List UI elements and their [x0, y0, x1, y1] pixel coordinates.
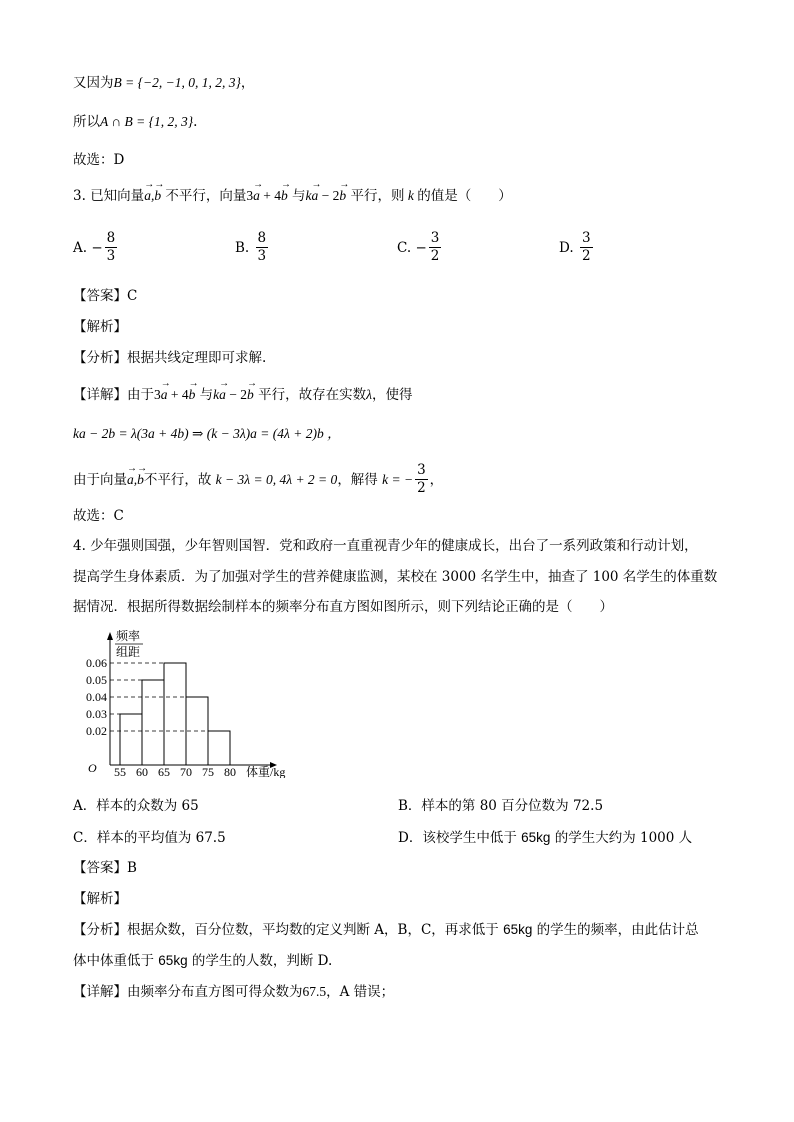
q4-stem-line-1: 4. 少年强则国强，少年智则国智．党和政府一直重视青少年的健康成长，出台了一系列政策和行动计划， [73, 538, 698, 554]
q3-option-d: D. $\frac{3}{2}$ [559, 230, 591, 264]
x-tick-label: 70 [180, 765, 192, 778]
frequency-histogram [70, 628, 310, 778]
x-tick-label: 80 [224, 765, 236, 778]
y-axis-label-denominator: 组距 [116, 645, 141, 659]
q4-option-b: B．样本的第 80 百分位数为 72.5 [398, 798, 604, 814]
histogram-bar [142, 680, 164, 765]
q4-answer: 【答案】B [73, 860, 137, 876]
line-intersection: 所以A ∩ B = {1, 2, 3}. [73, 114, 198, 130]
y-axis-arrow [107, 632, 113, 640]
q3-answer: 【答案】C [73, 288, 138, 304]
q4-option-a: A．样本的众数为 65 [73, 798, 199, 814]
intersection-expression: A ∩ B = {1, 2, 3} [100, 114, 194, 129]
q4-analysis-line-2: 体中体重低于 65kg 的学生的人数，判断 D. [73, 953, 333, 969]
y-tick-label: 0.02 [86, 724, 107, 738]
origin-label: O [88, 761, 97, 775]
x-tick-label: 55 [114, 765, 126, 778]
q3-option-b: B. $\frac{8}{3}$ [235, 230, 267, 264]
x-axis-label: 体重/kg [246, 765, 286, 778]
q3-choose: 故选：C [73, 508, 124, 524]
histogram-bar [120, 714, 142, 765]
y-axis-label-numerator: 频率 [116, 629, 141, 643]
vector-pair-ab: → a,→ b [144, 188, 161, 203]
y-tick-label: 0.04 [86, 690, 107, 704]
x-tick-label: 60 [136, 765, 148, 778]
q3-analysis-title: 【解析】 [73, 319, 127, 335]
y-tick-label: 0.06 [86, 656, 107, 670]
y-tick-label: 0.03 [86, 707, 107, 721]
x-tick-label: 75 [202, 765, 214, 778]
q4-stem-line-2: 提高学生身体素质．为了加强对学生的营养健康监测，某校在 3000 名学生中，抽查了 100 名学生的体重数 [73, 569, 718, 585]
x-tick-label: 65 [158, 765, 170, 778]
q3-analysis: 【分析】根据共线定理即可求解. [73, 350, 267, 366]
y-tick-label: 0.05 [86, 673, 107, 687]
q4-detail: 【详解】由频率分布直方图可得众数为67.5，A 错误； [73, 984, 395, 1000]
q3-condition-line: 由于向量 → a,→ b 不平行，故 k − 3λ = 0, 4λ + 2 = 0 ，解得 k = − $\frac{3}{2}$ ， [73, 462, 443, 497]
q3-equation: ka − 2b = λ(3a + 4b) ⇒ (k − 3λ)a = (4λ + 2)b ， [73, 426, 341, 441]
q3-option-c: C. − $\frac{3}{2}$ [397, 230, 440, 264]
vector-3a-4b: 3→ a + 4→ b [246, 188, 287, 203]
q4-analysis-line-1: 【分析】根据众数，百分位数，平均数的定义判断 A，B，C，再求低于 65kg 的学生的频率，由此估计总 [73, 922, 699, 938]
q4-analysis-title: 【解析】 [73, 891, 127, 907]
q4-stem-line-3: 据情况．根据所得数据绘制样本的频率分布直方图如图所示，则下列结论正确的是（ ） [73, 599, 613, 615]
histogram-bar [164, 663, 186, 765]
set-b-expression: B = {−2, −1, 0, 1, 2, 3} [113, 75, 241, 90]
vector-ka-2b: k→ a − 2→ b [306, 188, 347, 203]
q4-option-c: C．样本的平均值为 67.5 [73, 830, 226, 846]
histogram-bar [208, 731, 230, 765]
q3-detail-line: 【详解】由于3→ a + 4→ b 与k→ a − 2→ b 平行，故存在实数λ，使得 [73, 385, 412, 405]
question-3-stem: 3. 已知向量→ a,→ b 不平行，向量3→ a + 4→ b 与k→ a − 2→ b 平行，则 k 的值是（ ） [73, 186, 512, 206]
q3-option-a: A. − $\frac{8}{3}$ [73, 230, 116, 264]
line-set-b: 又因为B = {−2, −1, 0, 1, 2, 3}， [73, 75, 255, 91]
q4-option-d: D．该校学生中低于 65kg 的学生大约为 1000 人 [398, 830, 693, 846]
choose-d: 故选：D [73, 152, 125, 168]
